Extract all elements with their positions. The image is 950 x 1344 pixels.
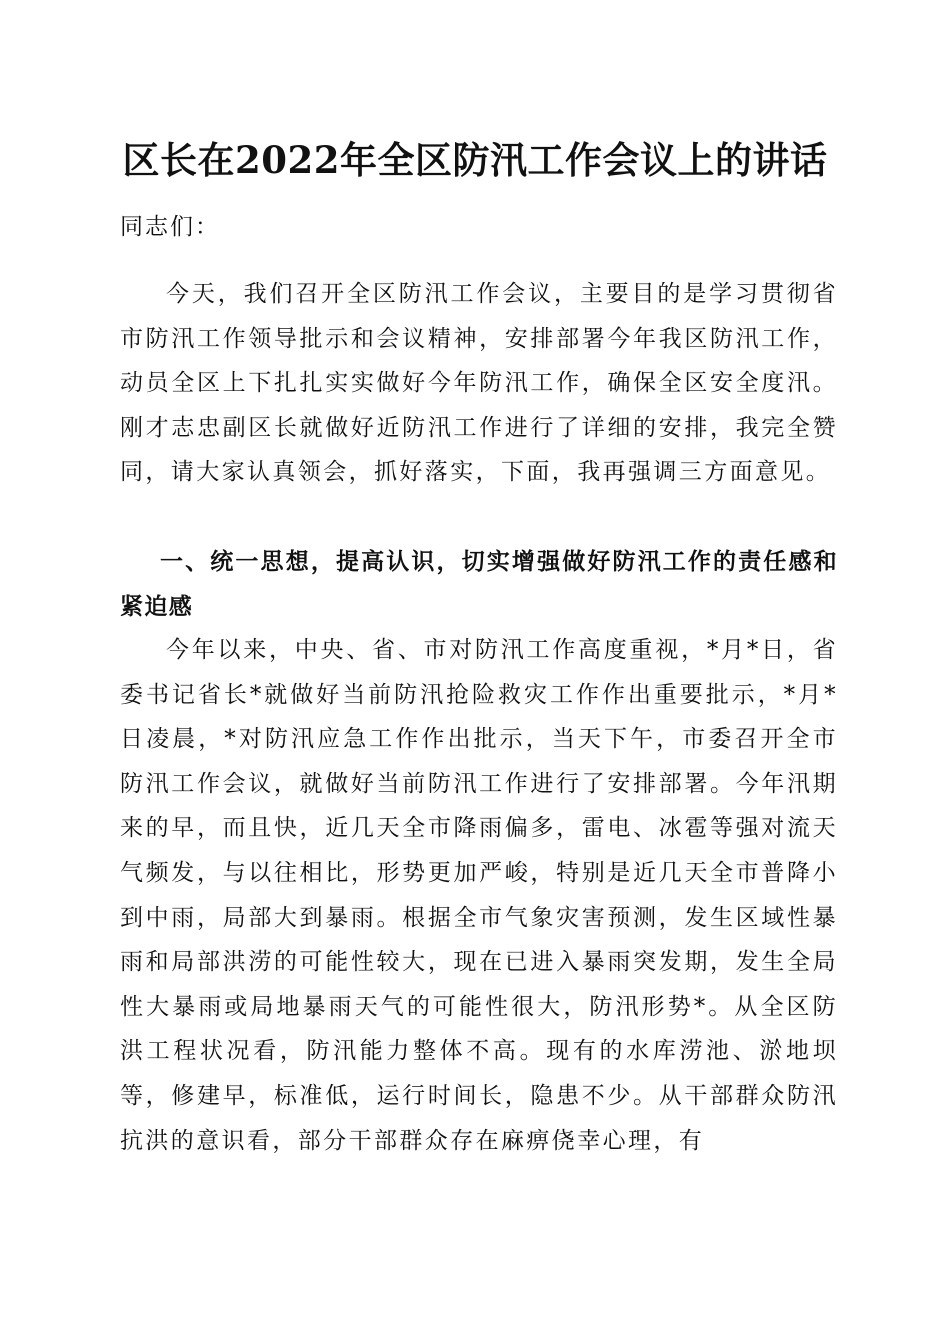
opening-paragraph: 今天，我们召开全区防汛工作会议，主要目的是学习贯彻省市防汛工作领导批示和会议精神，安排部署今年我区防汛工作，动员全区上下扎扎实实做好今年防汛工作，确保全区安全度汛。刚才志忠副区长就做好近防汛工作进行了详细的安排，我完全赞同，请大家认真领会，抓好落实，下面，我再强调三方面意见。 <box>120 281 838 486</box>
salutation: 同志们： <box>120 214 220 240</box>
document-title: 区长在2022年全区防汛工作会议上的讲话 <box>122 138 828 182</box>
section-1-paragraph: 今年以来，中央、省、市对防汛工作高度重视，*月*日，省委书记省长*就做好当前防汛抢险救灾工作作出重要批示，*月*日凌晨，*对防汛应急工作作出批示，当天下午，市委召开全市防汛工作会议，就做好当前防汛工作进行了安排部署。今年汛期来的早，而且快，近几天全市降雨偏多，雷电、冰雹等强对流天气频发，与以往相比，形势更加严峻，特别是近几天全市普降小到中雨，局部大到暴雨。根据全市气象灾害预测，发生区域性暴雨和局部洪涝的可能性较大，现在已进入暴雨突发期，发生全局性大暴雨或局地暴雨天气的可能性很大，防汛形势*。从全区防洪工程状况看，防汛能力整体不高。现有的水库涝池、淤地坝等，修建早，标准低，运行时间长，隐患不少。从干部群众防汛抗洪的意识看，部分干部群众存在麻痹侥幸心理，有 <box>120 637 838 1154</box>
section-heading-1: 一、统一思想，提高认识，切实增强做好防汛工作的责任感和紧迫感 <box>120 549 838 620</box>
